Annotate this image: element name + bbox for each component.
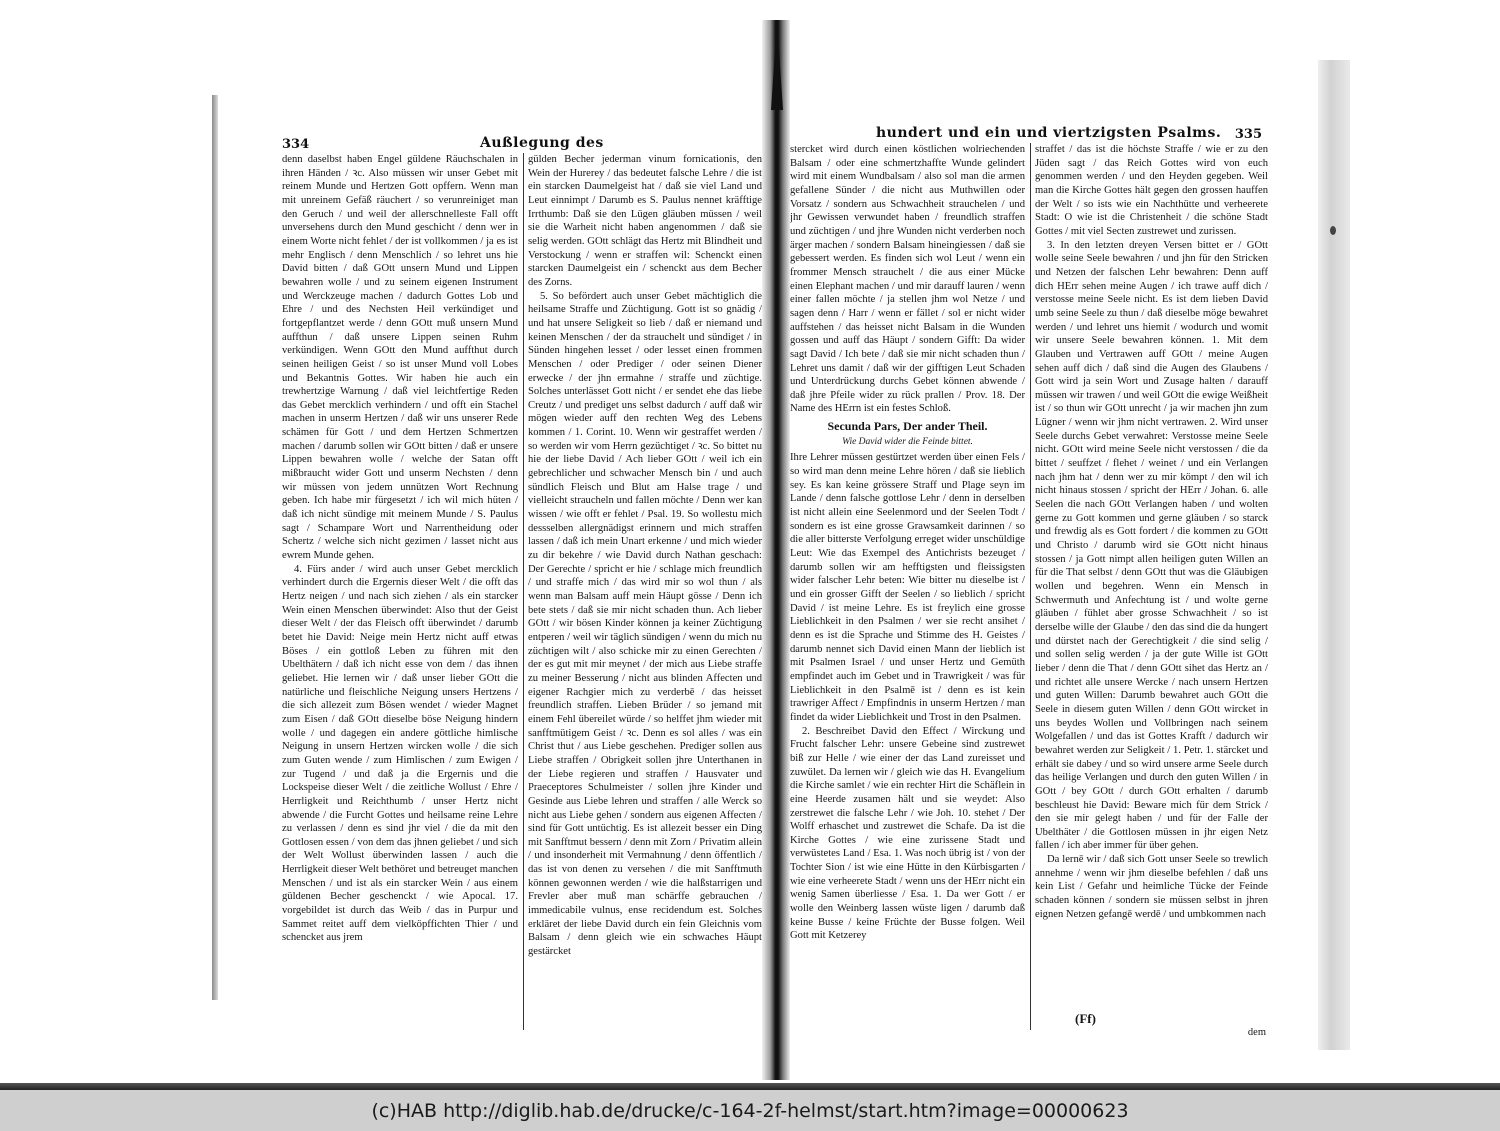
section-heading: Secunda Pars, Der ander Theil. <box>827 419 988 434</box>
paragraph: gülden Becher jederman vinum fornicationis, den Wein der Hurerey / das bedeutet falsche Lehre / die ist ein starcken Daumelgeist hat / daß sie viel Land und Leut einnimpt / Darumb es S. Paulus nennet kräfftige Irrthumb: Daß sie den Lügen gläuben müssen / weil sie die Warheit nicht haben angenommen / daß sie selig werden. GOtt schlägt das Hertz mit Blindheit und Verstockung / wenn er straffen wil: Schenckt einen starcken Daumelgeist ein / schenckt aus dem Becher des Zorns. <box>528 154 762 288</box>
paragraph: denn daselbst haben Engel güldene Räuchschalen in ihren Händen / ꝛc. Also müssen wir unser Gebet mit reinem Munde und Hertzen Gott opffern. Wenn man mit unreinem Gefäß räuchert / so verunreiniget man den Geruch / und weil der allerschnelleste Fall offt unversehens durch den Mund geschicht / denn wer in einem Worte nicht fehlet / der ist vollkommen / ja es ist mehr Englisch / denn Menschlich / so lehret uns hie David bitten / daß GOtt unsern Mund und Lippen bewahren wolle / und zu seinem eigenen Instrument und Werckzeuge machen / dadurch Gottes Lob und Ehre / und des Nechsten Heil verkündiget und fortgepflantzet werde / denn GOtt muß unsern Mund auffthun / daß unsere Lippen seinen Ruhm verkündigen. Wenn GOtt den Mund auffthut durch seinen heiligen Geist / so ist unser Mund voll Lobes und Bekantnis Gottes. Wir haben hie auch ein trewhertzige Warnung / daß viel leichtfertige Reden das Gebet mercklich verhindern / und offt ein Stachel machen in unserm Hertzen / daß wir uns unserer Rede schämen für Gott / und dem Hertzen Schmertzen machen / darumb sollen wir GOtt bitten / daß er unsere Lippen bewahren wolle / welche der Satan offt mißbraucht wider Gott und unserm Nechsten / denn wir müssen von jedem unnützen Wort Rechnung geben. Ich habe mir fürgesetzt / ich wil mich hüten / daß ich nicht sündige mit meinem Munde / S. Paulus sagt / Schampare Wort und Narrentheidung oder Schertz / welche sich nicht gezimen / lasset nicht aus ewrem Munde gehen. <box>282 154 518 562</box>
right-running-title: hundert und ein und viertzigsten Psalms. <box>876 125 1222 141</box>
book-gutter-shadow <box>771 20 783 110</box>
paragraph: 4. Fürs ander / wird auch unser Gebet mercklich verhindert durch die Ergernis dieser Welt / die offt das Hertz neigen / und nach sich ziehen / als ein starcker Wein einen Menschen überwindet: Also thut der Geist dieser Welt / der das Fleisch offt überwindet / darumb betet hie David: Neige mein Hertz nicht auff etwas Böses / ein gottloß Leben zu führen mit den Ubelthätern / daß ich nicht esse von dem / das ihnen geliebet. Hie lernen wir / daß unser lieber GOtt die natürliche und fleischliche Neigung unsers Hertzens / die sich allezeit zum Bösen wendet / wieder Magnet zum Eisen / daß GOtt dieselbe böse Neigung hindern wolle / und dagegen ein andere göttliche himlische Neigung in unsern Hertzen wircken wolle / die sich zum Guten wende / zum Himlischen / zum Ewigen / zur Tugend / und daß ja die Ergernis und die Lockspeise dieser Welt / die zeitliche Wollust / Ehre / Herrligkeit und Reichthumb / unser Hertz nicht abwende / die Furcht Gottes und heilsame reine Lehre zu verlassen / denn es sind jhr viel / die da mit den Gottlosen essen / von dem das jhnen geliebet / und sich der Welt Wollust überwinden lassen / auch die Herrligkeit dieser Welt bethöret und betreuget manchen Menschen / und ist als ein starcker Wein / aus einem güldenen Becher geschenckt / wie Apocal. 17. vorgebildet ist durch das Weib / das in Purpur und Sammet reitet auff dem vielköpffichten Thier / und schencket aus jrem <box>282 563 518 944</box>
left-page-header <box>282 135 762 155</box>
signature-mark: (Ff) <box>1075 1011 1096 1027</box>
catchword: dem <box>1247 1027 1266 1039</box>
attribution-footer <box>0 1090 1500 1131</box>
left-running-title: Außlegung des <box>480 135 604 151</box>
right-page <box>790 125 1268 1040</box>
right-page-number: 335 <box>1234 127 1262 142</box>
paragraph: straffet / das ist die höchste Straffe / wie er zu den Jüden sagt / das Reich Gottes wird von euch genommen werden / und den Heyden gegeben. Weil man die Kirche Gottes hält gegen den grossen hauffen der Welt / so ists wie ein Nachthütte und verheerete Stadt: O wie ist die Christenheit / die schöne Stadt Gottes / mit viel Secten zustrewet und zurissen. <box>1035 144 1268 237</box>
right-page-edge <box>1318 60 1350 1050</box>
paragraph: stercket wird durch einen köstlichen wolriechenden Balsam / oder eine schmertzhaffte Wunde gelindert wird mit einem Wundbalsam / also sol man die armen gefallene Sünder / die nicht aus Muthwillen oder Vorsatz / sondern aus Schwachheit strauchelen / und jhr Gewissen verwundet haben / freundlich straffen und züchtigen / und jhre Wunden nicht verderben noch ärger machen / sondern Balsam hineingiessen / daß sie gebessert werden. Es finden sich wol Leut / wenn ein frommer Mensch strauchelt / die aus einer Mücke einen Elephant machen / und mir darauff lauren / wenn einer fallen möchte / ja stellen jhm wol Netze / und sagen denn / Harr / wenn er fället / sol er nicht wider auffstehen / das heisset nicht Balsam in die Wunden gossen und auff das Häupt / sondern Gifft: Da wider sagt David / Ich bete / daß sie mir nicht schaden thun / Lehret uns damit / daß wir der gifftigen Leut Schaden und Unterdrückung durchs Gebet können abwende / daß jhre Pfeile wider zu rück prallen / Prov. 18. Der Name des HErrn ist ein festes Schloß. <box>790 144 1025 415</box>
section-subheading: Wie David wider die Feinde bittet. <box>842 436 973 447</box>
left-page-edge <box>212 95 218 1000</box>
column-divider <box>1030 143 1031 1030</box>
left-page <box>282 135 762 1040</box>
right-page-column-1 <box>790 143 1025 1040</box>
paragraph: Da lernē wir / daß sich Gott unser Seele so trewlich annehme / wenn wir jhm dieselbe befehlen / daß uns kein List / Gefahr und heimliche Tücke der Feinde schaden können / sondern sie müssen selbst in jhren eignen Netzen gefangē werdē / und umbkommen nach <box>1035 854 1268 920</box>
book-gutter <box>762 20 790 1080</box>
paragraph: 5. So befördert auch unser Gebet mächtiglich die heilsame Straffe und Züchtigung. Gott ist so gnädig / und hat unsere Seligkeit so lieb / daß er niemand und keinen Menschen / der da strauchelt und sündiget / in Sünden hingehen lesset / oder lesset einen frommen Menschen / oder Prediger / oder seinen Diener erwecke / der jhn ermahne / straffe und züchtige. Solches unterlässet Gott nicht / er sendet ehe das liebe Creutz / und prediget uns selbst dadurch / auff daß wir mögen wieder auff den rechten Weg des Lebens kommen / 1. Corint. 10. Wenn wir gestraffet werden / so werden wir vom Herrn gezüchtiget / ꝛc. So bittet nu hie der liebe David / Ach lieber GOtt / weil ich ein gebrechlicher und schwacher Mensch bin / und auch sündlich Fleisch und Blut am Halse trage / und vielleicht straucheln und fallen möchte / Denn wer kan wissen / wie offt er fehlet / Psal. 19. So wollestu mich dessselben allergnädigst erinnern und mich straffen lassen / daß ich mein Unart erkenne / und mich wieder zu dir bekehre / wie David durch Nathan geschach: Der Gerechte / spricht er hie / schlage mich freundlich / und straffe mich / das wird mir so wol thun / als wenn man Balsam auff mein Häupt gösse / Denn ich bete stets / daß sie mir nicht schaden thun. Ach lieber GOtt / wir bösen Kinder können ja keiner Züchtigung entperen / weil wir täglich sündigen / wenn du mich nu züchtigen wilt / also schicke mir zu einen Gerechten / der es gut mit mir meynet / der mich aus Liebe straffe zu meiner Besserung / nicht aus blinden Affecten und eigener Rachgier mich zu verderbē / das heisset freundlich straffen. Lieben Brüder / so jemand mit einem Fehl übereilet würde / so helffet jhm wieder mit sanfftmütigem Geist / ꝛc. Denn es sol alles / was ein Christ thut / aus Liebe geschehen. Prediger sollen aus Liebe straffen / Obrigkeit sollen jhre Unterthanen in der Liebe regieren und straffen / Hausvater und Praeceptores Schulmeister / sollen jhre Kinder und Gesinde aus Liebe lehren und straffen / alle Werck so nicht aus Liebe gehen / sondern aus eigenen Affecten / sind für Gott untüchtig. Es ist allezeit besser ein Ding mit Sanfftmut bessern / denn mit Zorn / Privatim allein / und insonderheit mit Vermahnung / denn öffentlich / das ist von denen zu versehen / die mit Sanfftmuth können gewonnen werden / wie die halßstarrigen und Frevler aber muß man schärffe gebrauchen / immedicabile vulnus, ense recidendum est. Solches erkläret der liebe David durch ein fein Gleichnis vom Balsam / denn gleich wie ein schwaches Häupt gestärcket <box>528 290 762 958</box>
right-page-header <box>790 125 1268 145</box>
paper-spot <box>1330 226 1336 235</box>
right-page-columns <box>790 143 1268 1040</box>
paragraph: Ihre Lehrer müssen gestürtzet werden über einen Fels / so wird man denn meine Lehre hören / daß sie lieblich sey. Es kan keine grössere Straff und Plage seyn im Lande / denn falsche gottlose Lehr / denn in derselben ist nicht allein eine Seelenmord und der Seelen Todt / sondern es ist eine grosse Grawsamkeit darinnen / so die aller bitterste Verfolgung erreget wider unschüldige Leut: Wie das Exempel des Antichrists bezeuget / darumb sollen wir am hefftigsten und fleissigsten wider falscher Lehr beten: Wie bitter nu dieselbe ist / und ein grosser Gifft der Seelen / so lieblich / spricht David / ist meine Lehre. Es ist freylich eine grosse Lieblichkeit in den Psalmen / wer sie recht ansihet / denn es ist die Sprache und Stimme des H. Geistes / darumb nennet sich David einen Mann der lieblich ist mit Psalmen Israel / und unser Hertz und Gemüth empfindet auch im Gebet und in Trawrigkeit / was für Lieblichkeit in den Psalmē ist / denn es ist kein trawriger Affect / Empfindnis in unserm Hertzen / man findet da wider Lieblichkeit und Trost in den Psalmen. <box>790 452 1025 723</box>
left-page-columns <box>282 153 762 1040</box>
paragraph: 2. Beschreibet David den Effect / Wirckung und Frucht falscher Lehr: unsere Gebeine sind zustrewet biß zur Helle / wie einer der das Land zureisset und zuwület. Da lernen wir / gleich wie das H. Evangelium die Kirche samlet / wie ein rechter Hirt die Schäflein in eine Heerde zusamen hält und sie weydet: Also zerstrewet die falsche Lehr / wie Joh. 10. stehet / Der Wolff erhaschet und zustrewet die Schafe. Da ist die Kirche Gottes / wie eine zurissene Stadt und verwüstetes Land / Esa. 1. Was noch übrig ist / von der Tochter Sion / ist wie eine Hütte in den Kürbisgarten / wie eine verheerete Stadt / wenn uns der HErr nicht ein wenig Samen überliesse / Esa. 1. Da wer Gott / er wolle den Weinberg lassen wüste ligen / darumb daß keine Busse / keine Früchte der Busse folgen. Weil Gott mit Ketzerey <box>790 725 1025 942</box>
attribution-text: (c)HAB http://diglib.hab.de/drucke/c-164-2f-helmst/start.htm?image=00000623 <box>371 1099 1129 1122</box>
right-page-column-2 <box>1035 143 1268 1040</box>
column-divider <box>523 153 524 1030</box>
scanner-bottom-edge <box>0 1083 1500 1090</box>
paragraph: 3. In den letzten dreyen Versen bittet er / GOtt wolle seine Seele bewahren / und jhn für den Stricken und Netzen der falschen Lehr bewahren: Denn auff dich HErr sehen meine Augen / ich trawe auff dich / verstosse meine Seele nicht. Es ist dem lieben David umb seine Seele zu thun / daß dieselbe möge bewahret werden / und lehret uns hiemit / wodurch und womit wir unsere Seele bewahren können. 1. Mit dem Glauben und Vertrawen auff GOtt / meine Augen sehen auff dich / daß sind die Augen des Glaubens / Gott wird ja sein Wort und Zusage halten / darauff müssen wir trawen / und weil GOtt die ewige Weißheit ist / so thun wir GOtt unrecht / ja wir machen jhn zum Lügner / wenn wir jhm nicht vertrawen. 2. Wird unser Seele durchs Gebet verwahret: Verstosse meine Seele nicht. GOtt wird meine Seele nicht verstossen / die da bittet / seuffzet / flehet / weinet / und ein Verlangen nach jhm hat / denn wer zu mir kömpt / den wil ich nicht hinaus stossen / spricht der HErr / Johan. 6. alle Seelen die nach GOtt Verlangen haben / und wolten gerne zu Gott kommen und gerne gläuben / so starck und frewdig als es Gott fordert / die kommen zu GOtt und Christo / darumb wird sie GOtt nicht hinaus stossen / ja Gott nimpt allen heiligen guten Willen an für die That selbst / denn GOtt thut was die Gläubigen wollen und begehren. Wenn ein Mensch in Schwermuth und Anfechtung ist / und wolte gerne gläuben / fühlet aber grosse Schwachheit / so ist derselbe wille der Glaube / den das sind die da hungert und dürstet nach der Gerechtigkeit / die sind selig / und sollen selig werden / ja der gute Wille ist GOtt lieber / denn die That / denn GOtt sihet das Hertz an / und richtet alle unsere Wercke / nach unsern Hertzen und guten Willen: Darumb bewahret auch GOtt die Seele in diesem guten Willen / denn GOtt wircket in uns beydes Wollen und Vollbringen nach seinem Wolgefallen / und das ist Gottes Krafft / dadurch wir bewahret werden zur Seligkeit / 1. Petr. 1. stärcket und erhält sie dabey / und so wird unsere arme Seele durch das heilige Verlangen und durch den guten Willen / in GOtt / bey GOtt / durch GOtt erhalten / darumb beschleust hie David: Beware mich für dem Strick / den sie mir gelegt haben / und für der Falle der Ubelthäter / die Gottlosen müssen in jhr eigen Netz fallen / ich aber immer für über gehen. <box>1035 239 1268 852</box>
left-page-column-2 <box>528 153 762 1040</box>
left-page-column-1 <box>282 153 518 1040</box>
scan-background <box>1350 60 1500 1050</box>
left-page-number: 334 <box>282 137 310 152</box>
